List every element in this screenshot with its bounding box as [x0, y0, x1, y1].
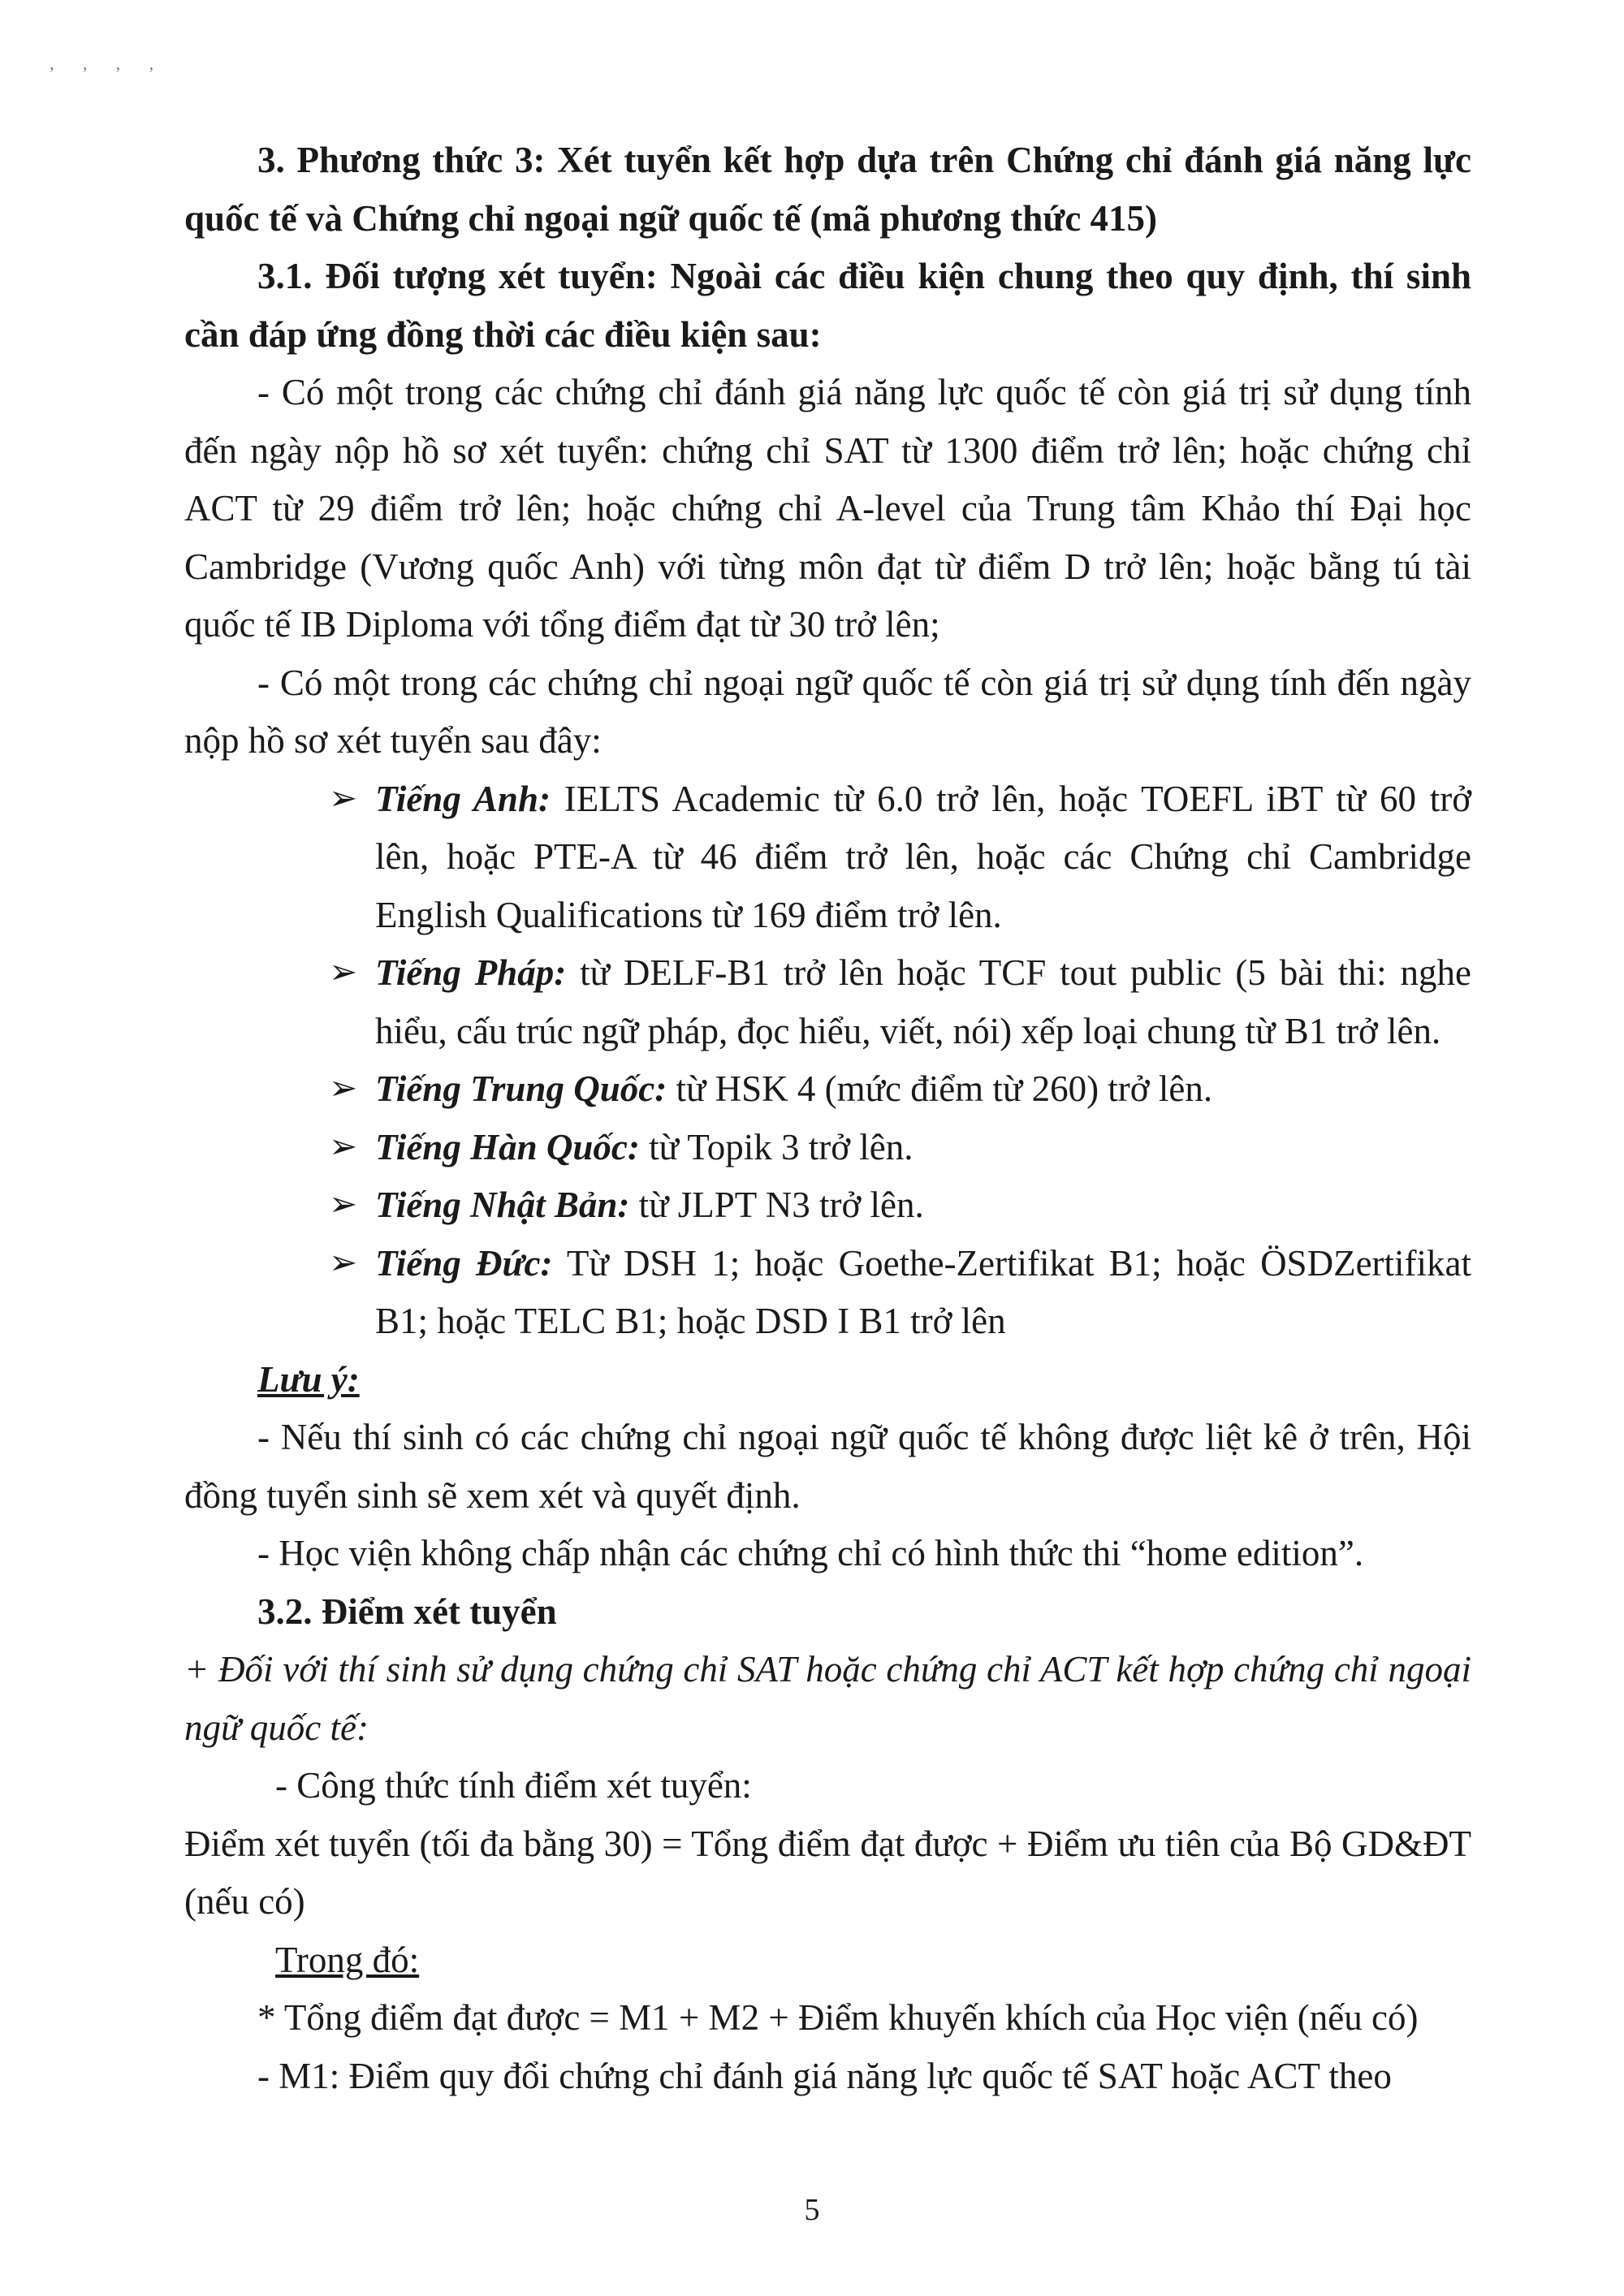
m1-definition: - M1: Điểm quy đổi chứng chỉ đánh giá năng lực quốc tế SAT hoặc ACT theo [257, 2055, 1392, 2096]
subsection-eligibility: 3.1. Đối tượng xét tuyển: Ngoài các điều kiện chung theo quy định, thí sinh cần đáp ứng đồng thời các điều kiện sau: [184, 256, 1471, 355]
arrow-bullet-icon: ➢ [329, 1244, 358, 1282]
list-item-french [184, 944, 1471, 1060]
trong-do-label: Trong đó: [275, 1939, 420, 1980]
formula: Điểm xét tuyển (tối đa bằng 30) = Tổng điểm đạt được + Điểm ưu tiên của Bộ GD&ĐT (nếu có) [184, 1823, 1471, 1922]
paragraph-aptitude-certificates: - Có một trong các chứng chỉ đánh giá năng lực quốc tế còn giá trị sử dụng tính đến ngày nộp hồ sơ xét tuyển: chứng chỉ SAT từ 1300 điểm trở lên; hoặc chứng chỉ ACT từ 29 điểm trở lên; hoặc chứng chỉ A-level của Trung tâm Khảo thí Đại học Cambridge (Vương quốc Anh) với từng môn đạt từ điểm D trở lên; hoặc bằng tú tài quốc tế IB Diploma với tổng điểm đạt từ 30 trở lên; [184, 372, 1471, 645]
arrow-bullet-icon: ➢ [329, 1128, 358, 1166]
language-requirement: từ HSK 4 (mức điểm từ 260) trở lên. [667, 1068, 1213, 1109]
page-number: 5 [804, 2193, 820, 2227]
language-label: Tiếng Nhật Bản: [375, 1185, 630, 1225]
section-heading: 3. Phương thức 3: Xét tuyển kết hợp dựa trên Chứng chỉ đánh giá năng lực quốc tế và Chứng chỉ ngoại ngữ quốc tế (mã phương thức 415) [184, 140, 1471, 239]
arrow-bullet-icon: ➢ [329, 954, 358, 991]
language-requirement: từ JLPT N3 trở lên. [629, 1185, 924, 1225]
paragraph-sat-act: + Đối với thí sinh sử dụng chứng chỉ SAT hoặc chứng chỉ ACT kết hợp chứng chỉ ngoại ngữ quốc tế: [184, 1649, 1471, 1748]
arrow-bullet-icon: ➢ [329, 1070, 358, 1107]
language-list [184, 770, 1471, 1351]
arrow-bullet-icon: ➢ [329, 779, 358, 818]
language-label: Tiếng Anh: [375, 778, 551, 819]
note-unlisted-certificates: - Nếu thí sinh có các chứng chỉ ngoại ngữ quốc tế không được liệt kê ở trên, Hội đồng tuyển sinh sẽ xem xét và quyết định. [184, 1417, 1471, 1516]
scan-marks: ʼ ʼ ʼ ʼ [49, 63, 166, 84]
list-item-english [184, 770, 1471, 945]
formula-label: - Công thức tính điểm xét tuyển: [275, 1765, 752, 1806]
arrow-bullet-icon: ➢ [329, 1186, 358, 1224]
language-label: Tiếng Hàn Quốc: [375, 1126, 640, 1167]
language-requirement: từ Topik 3 trở lên. [639, 1126, 914, 1167]
language-label: Tiếng Pháp: [375, 952, 567, 993]
paragraph-language-certificates: - Có một trong các chứng chỉ ngoại ngữ quốc tế còn giá trị sử dụng tính đến ngày nộp hồ sơ xét tuyển sau đây: [184, 662, 1471, 761]
list-item-chinese [184, 1060, 1471, 1119]
subsection-score: 3.2. Điểm xét tuyển [257, 1590, 557, 1632]
language-label: Tiếng Trung Quốc: [375, 1068, 667, 1109]
list-item-korean [184, 1119, 1471, 1177]
language-requirement: Từ DSH 1; hoặc Goethe-Zertifikat B1; hoặc ÖSDZertifikat B1; hoặc TELC B1; hoặc DSD I B1 trở lên [375, 1242, 1471, 1341]
language-requirement: từ DELF-B1 trở lên hoặc TCF tout public (5 bài thi: nghe hiểu, cấu trúc ngữ pháp, đọc hiểu, viết, nói) xếp loại chung từ B1 trở lên. [375, 952, 1471, 1051]
list-item-japanese [184, 1176, 1471, 1235]
list-item-german [184, 1235, 1471, 1351]
note-label: Lưu ý: [257, 1358, 360, 1400]
document-body [184, 132, 1471, 2105]
note-home-edition: - Học viện không chấp nhận các chứng chỉ có hình thức thi “home edition”. [257, 1533, 1364, 1573]
language-label: Tiếng Đức: [375, 1242, 553, 1284]
total-score-formula: * Tổng điểm đạt được = M1 + M2 + Điểm khuyến khích của Học viện (nếu có) [257, 1997, 1419, 2038]
language-requirement: IELTS Academic từ 6.0 trở lên, hoặc TOEFL iBT từ 60 trở lên, hoặc PTE-A từ 46 điểm trở lên, hoặc các Chứng chỉ Cambridge English Qualifications từ 169 điểm trở lên. [375, 778, 1471, 935]
